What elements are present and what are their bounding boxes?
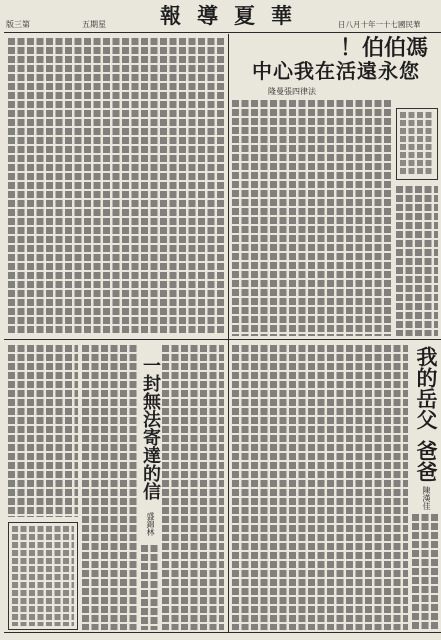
sidebar-quote-box: [396, 108, 438, 180]
feng-byline: 隆曼張四律法: [268, 87, 316, 96]
article-text-columns: [412, 514, 440, 630]
father-headline-a: 我的岳父: [414, 346, 439, 430]
article-text-columns: [141, 545, 160, 630]
section-divider-left: [4, 339, 228, 340]
father-headline-b: 爸爸: [414, 440, 439, 482]
father-byline: 陳漢佳: [422, 486, 431, 510]
issue-date: 日八月十年一十七國民華: [338, 20, 421, 29]
feng-headline-top: ！伯伯馮: [340, 35, 429, 61]
letter-headline: 一封無法寄達的信: [140, 356, 161, 500]
feng-headline-bottom: 中心我在活遠永您: [252, 59, 420, 83]
masthead-title: 報導夏華: [160, 3, 308, 28]
letter-byline: 盛錦林: [146, 512, 155, 536]
weekday-label: 五期星: [82, 20, 106, 29]
editor-note-box: [8, 522, 78, 630]
article-text-columns: [8, 38, 224, 334]
article-text-columns: [232, 345, 408, 630]
article-text-columns: [82, 345, 138, 630]
page-number-label: 版三第: [6, 20, 30, 29]
section-divider-right: [229, 339, 441, 340]
footer-rule: [4, 632, 441, 633]
column-divider: [228, 34, 229, 632]
header-rule: [4, 32, 441, 33]
article-text-columns: [396, 186, 438, 336]
article-text-columns: [8, 345, 78, 517]
article-text-columns: [162, 345, 224, 630]
article-text-columns: [232, 100, 392, 336]
